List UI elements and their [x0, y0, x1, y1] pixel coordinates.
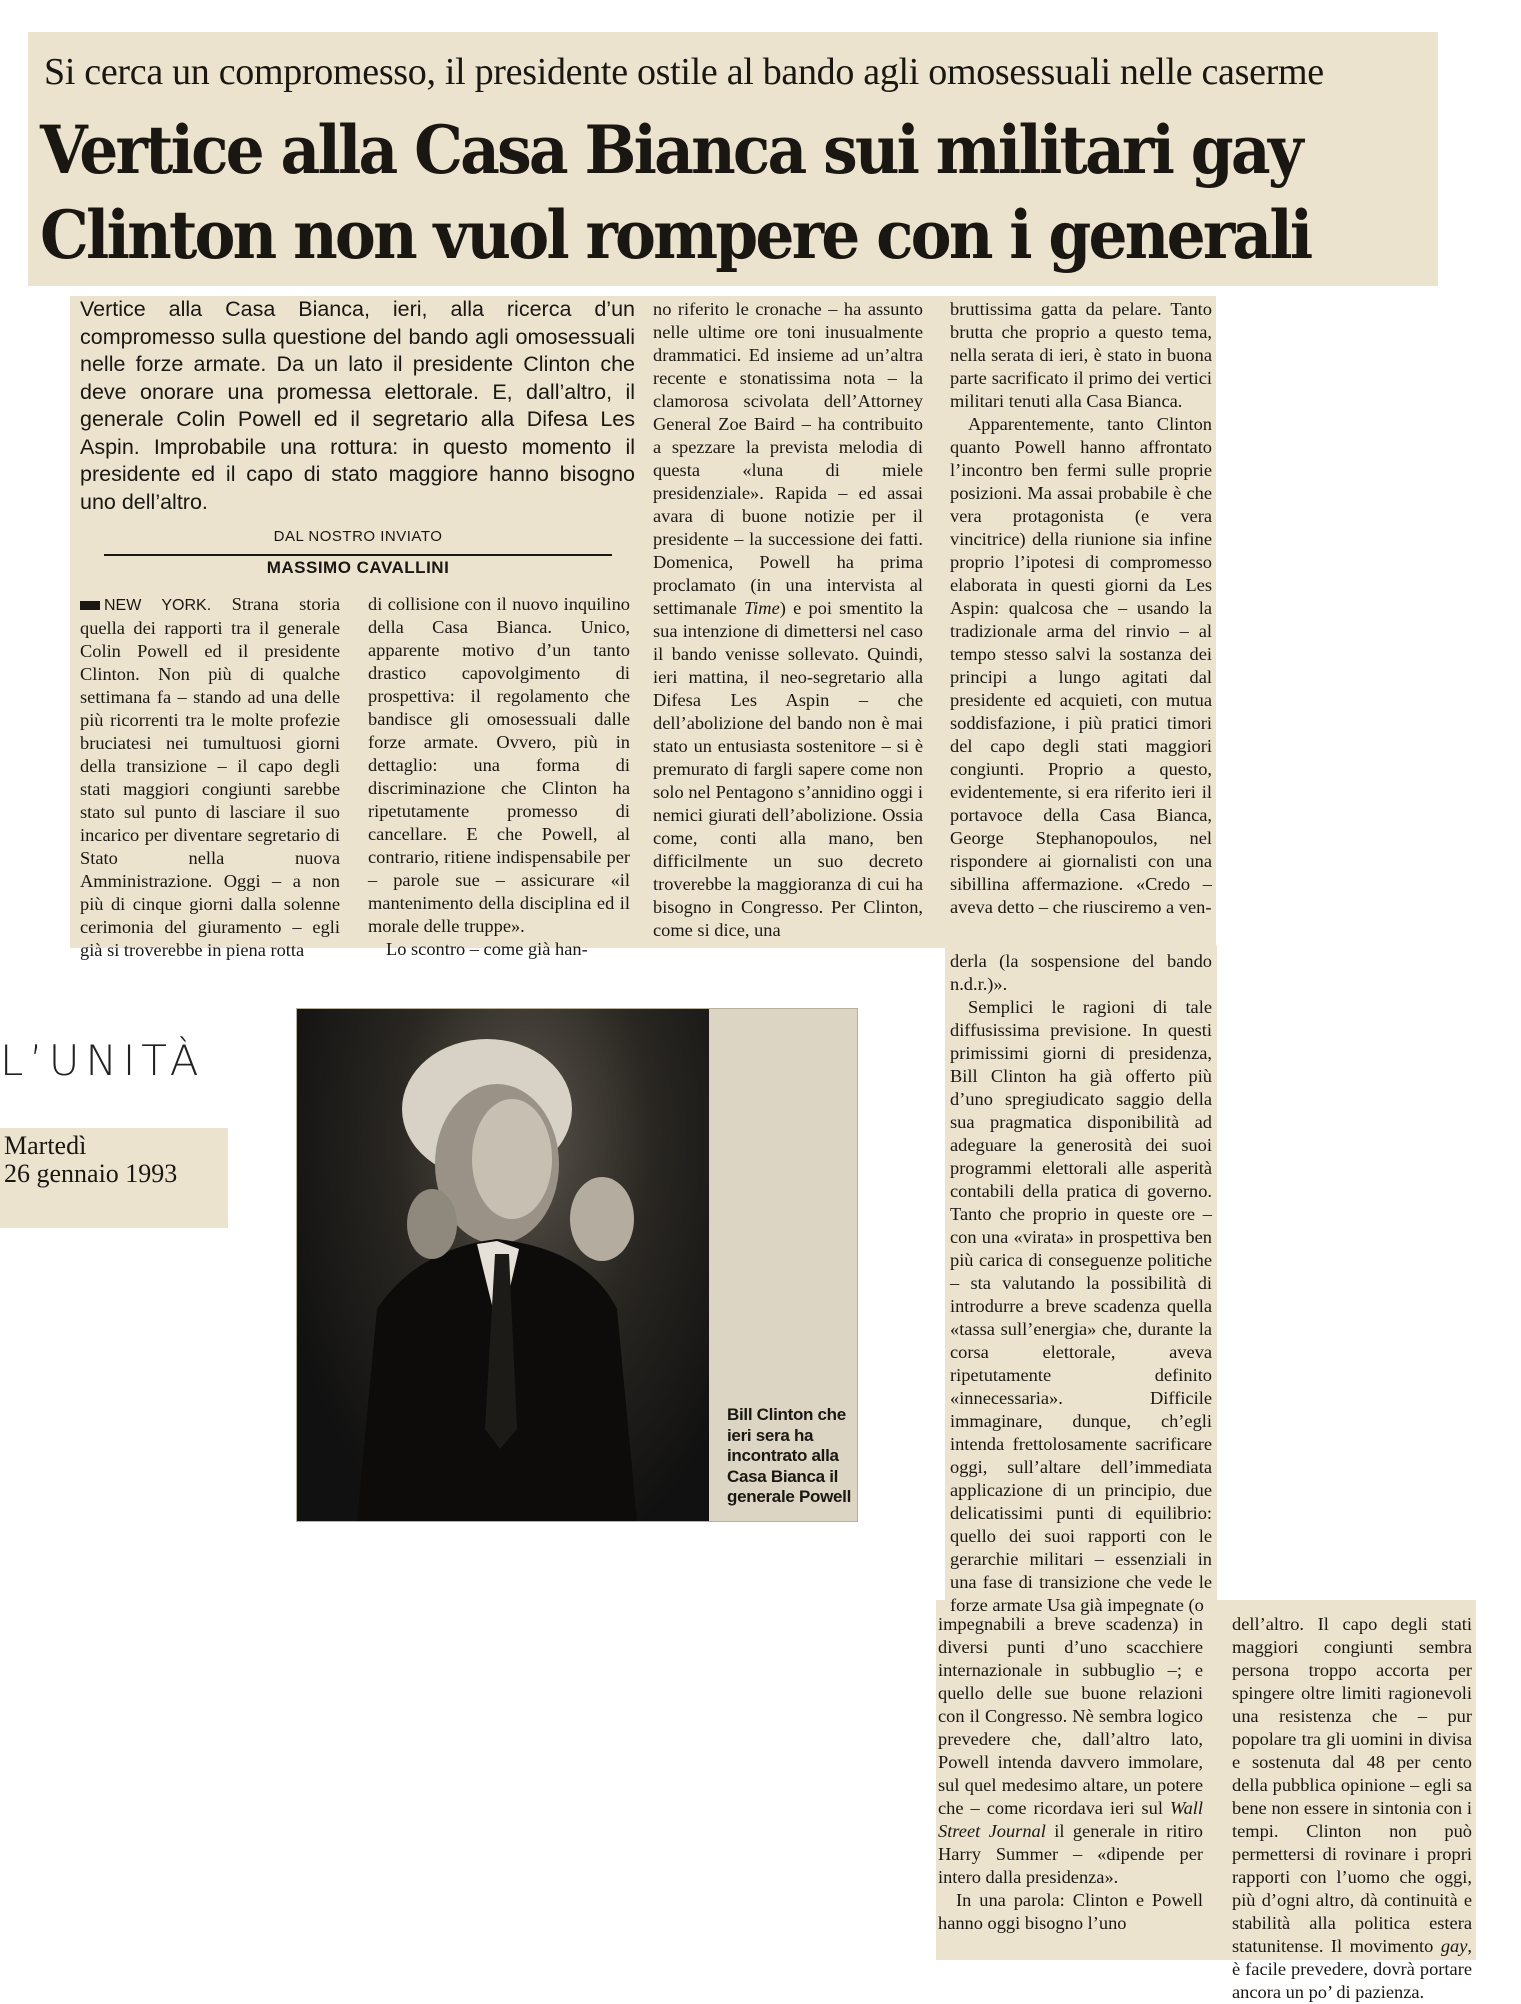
column-1-text: Strana storia quella dei rapporti tra il generale Colin Powell ed il presidente Clinton. Non più di qualche settimana fa – stando ad una delle più ricorrenti tra le molte profezie bruciatesi nei tumultuosi giorni della transizione – il capo degli stati maggiori congiunti sarebbe stato sul punto di lasciare il suo incarico per diventare segretario di Stato nella nuova Amministrazione. Oggi – a non più di cinque giorni dalla solenne cerimonia del giuramento – egli già si troverebbe in piena rotta	[80, 594, 340, 960]
photo-frame	[296, 1008, 858, 1522]
date-weekday: Martedì	[4, 1131, 87, 1160]
article-column-2	[368, 593, 630, 961]
byline-name: MASSIMO CAVALLINI	[266, 558, 450, 577]
article-column-4-continued	[950, 950, 1212, 1617]
time-magazine-name: Time	[743, 598, 780, 618]
column-3-text-a: no riferito le cronache – ha assunto nelle ultime ore toni inusualmente drammatici. Ed insieme ad un’altra recente e stonatissima nota – la clamorosa scivolata dell’Attorney General Zoe Baird – ha contribuito a spezzare la prevista melodia di questa «luna di miele presidenziale». Rapida – ed assai avara di buone notizie per il presidente – la successione dei fatti. Domenica, Powell ha prima proclamato (in una intervista al settimanale	[653, 299, 923, 618]
column-2-paragraph-1: di collisione con il nuovo inquilino della Casa Bianca. Unico, apparente motivo d’un tanto drastico capovolgimento di prospettiva: il regolamento che bandisce gli omosessuali dalle forze armate. Ovvero, più in dettaglio: una forma di discriminazione che Clinton ha ripetutamente promesso di cancellare. E che Powell, al contrario, ritiene indispensabile per – parole sue – assicurare «il mantenimento della disciplina ed il morale delle truppe».	[368, 594, 630, 936]
column-6-text-b: , è facile prevedere, dovrà portare ancora un po’ di pazienza.	[1232, 1936, 1472, 2002]
article-column-5	[938, 1613, 1203, 1935]
headline-line-2: Clinton non vuol rompere con i generali	[40, 196, 1311, 274]
column-2-paragraph-2: Lo scontro – come già han-	[386, 939, 588, 959]
headline	[40, 108, 1342, 278]
photo-illustration	[297, 1009, 709, 1521]
byline-label: DAL NOSTRO INVIATO	[273, 528, 443, 545]
photo-bill-clinton	[297, 1009, 709, 1521]
column-5-text-a: impegnabili a breve scadenza) in diversi punti d’uno scacchiere internazionale in subbuglio –; e quello delle sue buone relazioni con il Congresso. Nè sembra logico prevedere che, dall’altro lato, Powell intenda davvero immolare, sul quel medesimo altare, un potere che – come ricordava ieri sul	[938, 1614, 1203, 1818]
column-5-text-b: il generale in ritiro Harry Summer – «dipende per intero dalla presidenza».	[938, 1821, 1203, 1887]
column-3-text-b: ) e poi smentito la sua intenzione di dimettersi nel caso il bando venisse sollevato. Quindi, ieri mattina, il neo-segretario alla Difesa Les Aspin – che dell’abolizione del bando non è mai stato un entusiasta sostenitore – si è premurato di fargli sapere come non solo nel Pentagono s’annidino oggi i nemici giurati dell’abolizione. Ossia come, conti alla mano, ben difficilmente un suo decreto troverebbe la maggioranza di cui ha bisogno in Congresso. Per Clinton, come si dice, una	[653, 598, 923, 940]
kicker: Si cerca un compromesso, il presidente ostile al bando agli omosessuali nelle caserme	[44, 51, 1324, 93]
gay-word: gay	[1440, 1936, 1468, 1956]
dateline: NEW YORK.	[104, 597, 212, 614]
column-4-paragraph-1: bruttissima gatta da pelare. Tanto brutta che proprio a questo tema, nella serata di ieri, è stato in buona parte sacrificato il primo dei vertici militari tenuti alla Casa Bianca.	[950, 299, 1212, 411]
wsj-name: Wall Street Journal	[938, 1798, 1203, 1841]
lede: Vertice alla Casa Bianca, ieri, alla ricerca d’un compromesso sulla questione del bando agli omosessuali nelle forze armate. Da un lato il presidente Clinton che deve onorare una promessa elettorale. E, dall’altro, il generale Colin Powell ed il segretario alla Difesa Les Aspin. Improbabile una rottura: in questo momento il presidente ed il capo di stato maggiore hanno bisogno uno dell’altro.	[80, 297, 635, 514]
column-4-paragraph-2: Apparentemente, tanto Clinton quanto Powell hanno affrontato l’incontro ben fermi sulle proprie posizioni. Ma assai probabile è che vera protagonista (e vera vincitrice) della riunione sia infine proprio l’ipotesi di compromesso elaborata in questi giorni da Les Aspin: qualcosa che – usando la tradizionale arma del rinvio – al tempo stesso salvi la sostanza dei principi a lungo agitati dal presidente ed acquieti, con mutua soddisfazione, i più pratici timori del capo degli stati maggiori congiunti. Proprio a questo, evidentemente, si era riferito ieri il portavoce della Casa Bianca, George Stephanopoulos, nel rispondere ai giornalisti con una sibillina affermazione. «Credo – aveva detto – che riusciremo a ven-	[950, 414, 1212, 917]
newspaper-masthead: L’UNITÀ	[0, 1036, 205, 1085]
column-6-text-a: dell’altro. Il capo degli stati maggiori congiunti sembra persona troppo accorta per spingere oltre limiti ragionevoli una resistenza che – pur popolare tra gli uomini in divisa e sostenuta dal 48 per cento della pubblica opinione – egli sa bene non essere in sintonia con i tempi. Clinton non può permettersi di rovinare i propri rapporti con l’uomo che oggi, più d’ogni altro, dà continuità e stabilità alla politica estera statunitense. Il movimento	[1232, 1614, 1472, 1956]
column-4b-paragraph-1: derla (la sospensione del bando n.d.r.)».	[950, 951, 1212, 994]
article-column-6	[1232, 1613, 1472, 2004]
dateline-mark	[80, 601, 100, 610]
column-5-paragraph-2: In una parola: Clinton e Powell hanno oggi bisogno l’uno	[938, 1890, 1203, 1933]
publication-date	[4, 1132, 224, 1188]
photo-caption: Bill Clinton che ieri sera ha incontrato alla Casa Bianca il generale Powell	[727, 1405, 851, 1506]
byline-rule	[104, 554, 612, 556]
article-column-4	[950, 298, 1212, 919]
article-column-3	[653, 298, 923, 942]
headline-line-1: Vertice alla Casa Bianca sui militari gay	[40, 111, 1301, 189]
article-column-1	[80, 593, 340, 962]
date-day: 26 gennaio 1993	[4, 1159, 178, 1188]
column-4b-paragraph-2: Semplici le ragioni di tale diffusissima previsione. In questi primissimi giorni di presidenza, Bill Clinton ha già offerto più d’uno spregiudicato saggio della sua pragmatica disponibilità ad adeguare la generosità dei suoi programmi elettorali alle asperità contabili della pratica di governo. Tanto che proprio in queste ore – con una «virata» in prospettiva ben più carica di conseguenze politiche – sta valutando la possibilità di introdurre a breve scadenza quella «tassa sull’energia» che, durante la corsa elettorale, aveva ripetutamente definito «innecessaria». Difficile immaginare, dunque, ch’egli intenda frettolosamente sacrificare oggi, sull’altare dell’immediata applicazione di un principio, due delicatissimi punti di equilibrio: quello dei suoi rapporti con le gerarchie militari – essenziali in una fase di transizione che vede le forze armate Usa già impegnate (o	[950, 997, 1212, 1615]
